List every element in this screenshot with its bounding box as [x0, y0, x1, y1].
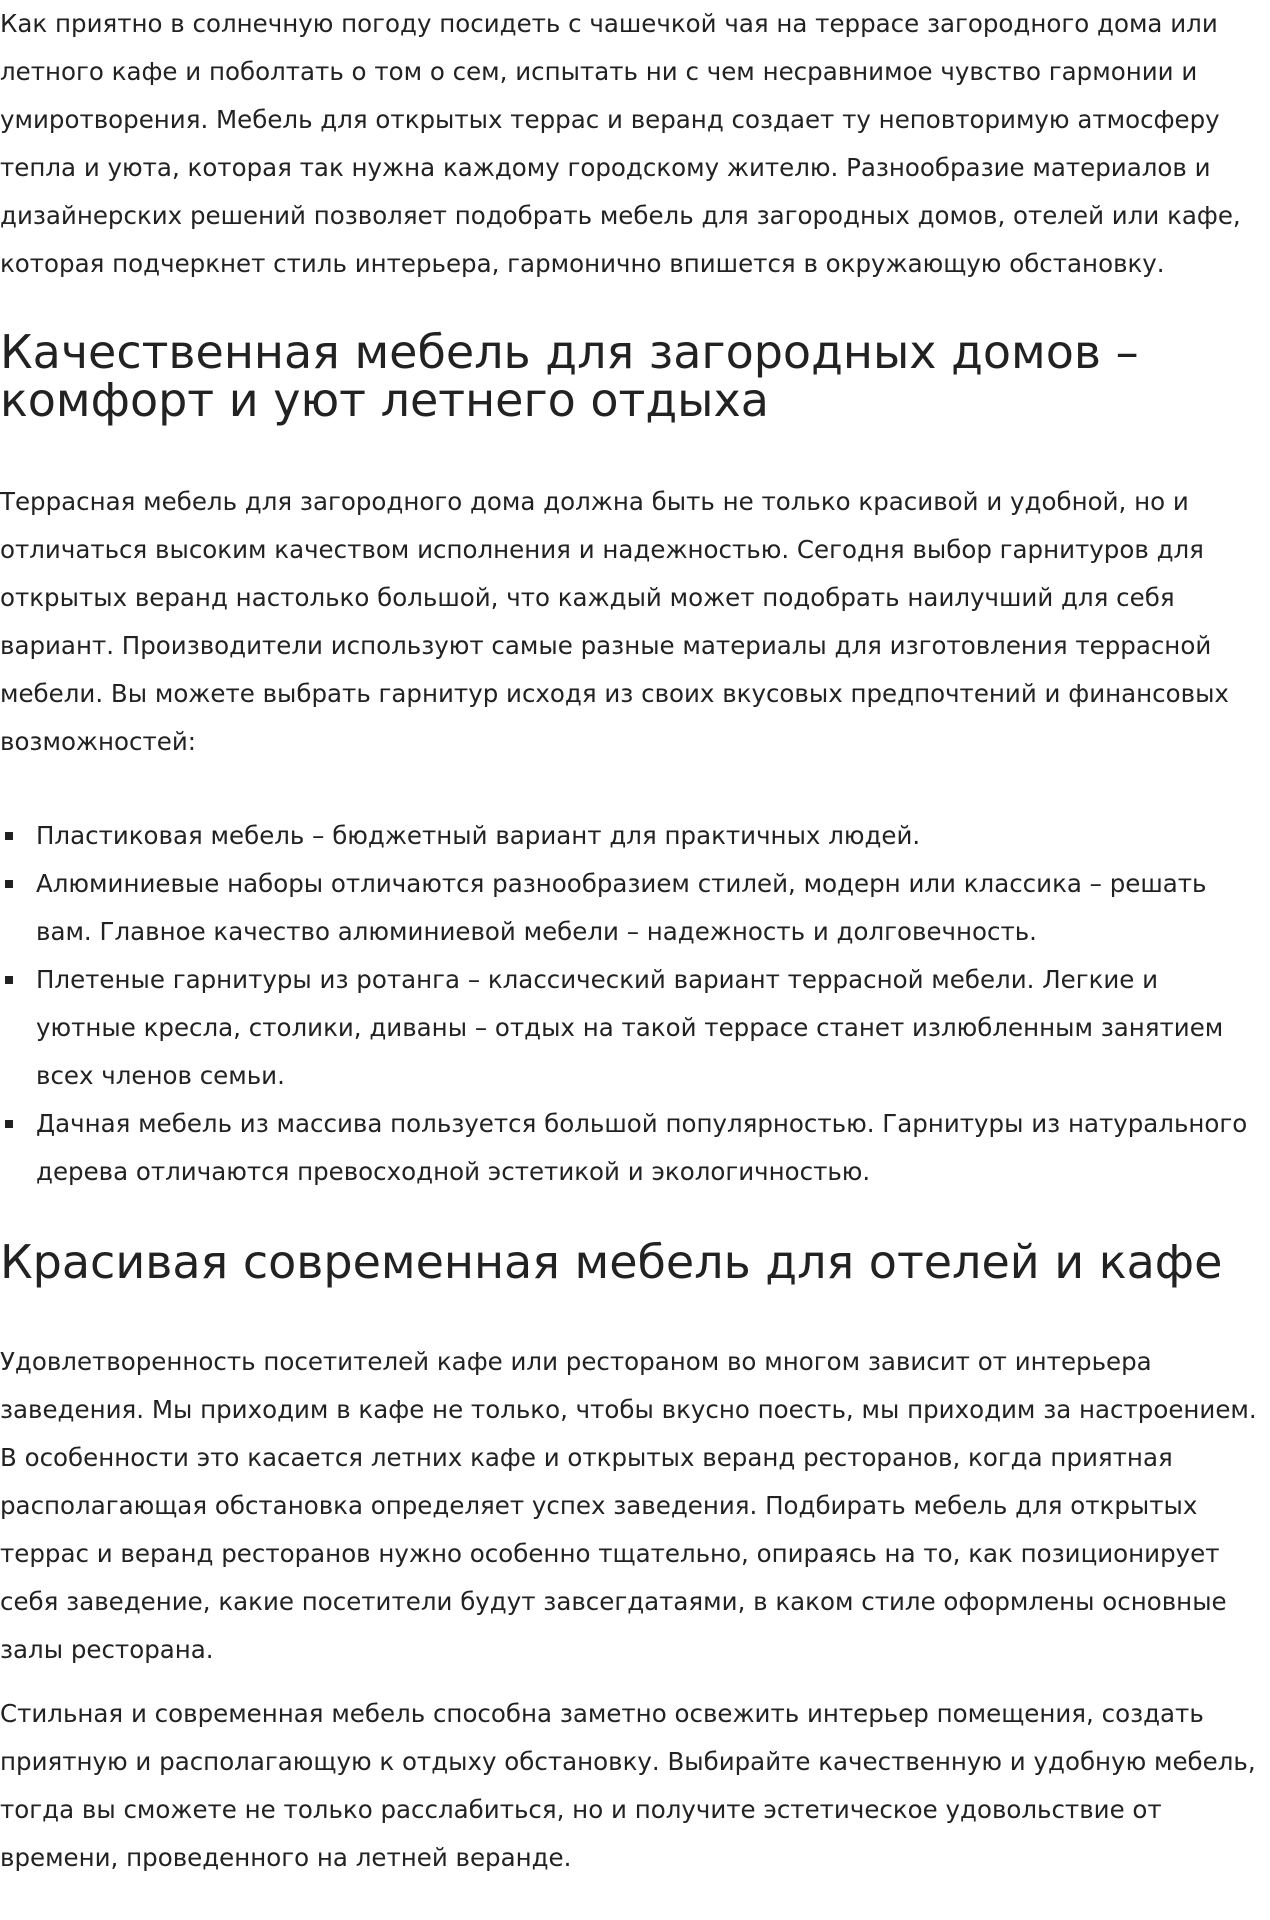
square-bullet-icon	[5, 832, 13, 840]
hotels-cafes-paragraph-2: Стильная и современная мебель способна заметно освежить интерьер помещения, создать приятную и располагающую к отдыху обстановку. Выбирайте качественную и удобную мебель, тогда вы сможете не только расслабиться, но и получите эстетическое удовольствие от времени, проведенного на летней веранде.	[0, 1699, 1256, 1872]
list-item	[0, 812, 1265, 860]
list-item	[0, 1100, 1265, 1196]
list-item-text: Дачная мебель из массива пользуется большой популярностью. Гарнитуры из натурального дерева отличаются превосходной эстетикой и экологичностью.	[36, 1109, 1248, 1186]
country-houses-paragraph: Террасная мебель для загородного дома должна быть не только красивой и удобной, но и отличаться высоким качеством исполнения и надежностью. Сегодня выбор гарнитуров для открытых веранд настолько большой, что каждый может подобрать наилучший для себя вариант. Производители используют самые разные материалы для изготовления террасной мебели. Вы можете выбрать гарнитур исходя из своих вкусовых предпочтений и финансовых возможностей:	[0, 487, 1229, 756]
square-bullet-icon	[5, 1120, 13, 1128]
hotels-cafes-paragraph-1: Удовлетворенность посетителей кафе или рестораном во многом зависит от интерьера заведения. Мы приходим в кафе не только, чтобы вкусно поесть, мы приходим за настроением. В особенности это касается летних кафе и открытых веранд ресторанов, когда приятная располагающая обстановка определяет успех заведения. Подбирать мебель для открытых террас и веранд ресторанов нужно особенно тщательно, опираясь на то, как позиционирует себя заведение, какие посетители будут завсегдатаями, в каком стиле оформлены основные залы ресторана.	[0, 1347, 1257, 1664]
furniture-types-list	[0, 812, 1265, 1196]
list-item-text: Пластиковая мебель – бюджетный вариант для практичных людей.	[36, 821, 921, 850]
square-bullet-icon	[5, 880, 13, 888]
square-bullet-icon	[5, 976, 13, 984]
list-item-text: Плетеные гарнитуры из ротанга – классический вариант террасной мебели. Легкие и уютные кресла, столики, диваны – отдых на такой террасе станет излюбленным занятием всех членов семьи.	[36, 965, 1224, 1090]
list-item	[0, 956, 1265, 1100]
section-heading-country-houses: Качественная мебель для загородных домов – комфорт и уют летнего отдыха	[0, 325, 1139, 427]
intro-paragraph: Как приятно в солнечную погоду посидеть с чашечкой чая на террасе загородного дома или летного кафе и поболтать о том о сем, испытать ни с чем несравнимое чувство гармонии и умиротворения. Мебель для открытых террас и веранд создает ту неповторимую атмосферу тепла и уюта, которая так нужна каждому городскому жителю. Разнообразие материалов и дизайнерских решений позволяет подобрать мебель для загородных домов, отелей или кафе, которая подчеркнет стиль интерьера, гармонично впишется в окружающую обстановку.	[0, 9, 1241, 278]
list-item	[0, 860, 1265, 956]
section-heading-hotels-cafes: Красивая современная мебель для отелей и кафе	[0, 1235, 1223, 1289]
list-item-text: Алюминиевые наборы отличаются разнообразием стилей, модерн или классика – решать вам. Главное качество алюминиевой мебели – надежность и долговечность.	[36, 869, 1207, 946]
